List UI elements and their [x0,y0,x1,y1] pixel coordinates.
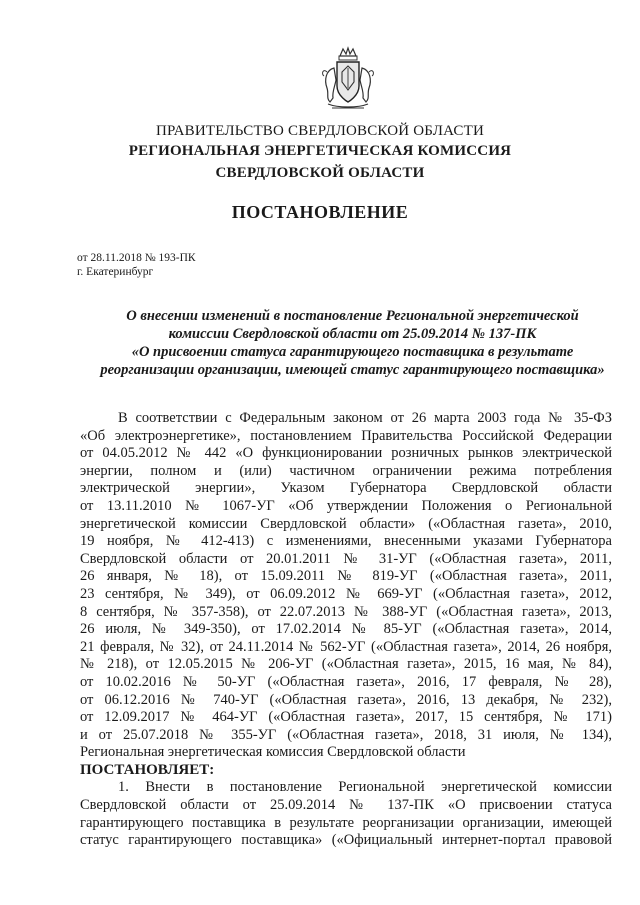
item-line: 1. Внести в постановление Региональной энергетической комиссии [118,779,612,796]
document-body [80,410,612,850]
body-line: Свердловской области от 20.01.2011 № 31-УГ («Областная газета», 2011, [80,550,612,567]
body-line: № 218), от 12.05.2015 № 206-УГ («Областная газета», 2015, 16 мая, № 84), [80,656,612,673]
body-line: от 12.09.2017 № 464-УГ («Областная газета», 2017, 15 сентября, № 171) [80,709,612,726]
document-type-title: ПОСТАНОВЛЕНИЕ [231,202,409,222]
body-line: 21 февраля, № 32), от 24.11.2014 № 562-УГ («Областная газета», 2014, 26 ноября, [80,638,612,655]
body-line: «Об электроэнергетике», постановлением Правительства Российской Федерации [80,427,612,444]
body-line: 23 сентября, № 349), от 06.09.2012 № 669-УГ («Областная газета», 2012, [80,585,612,602]
body-line: В соответствии с Федеральным законом от 26 марта 2003 года № 35-ФЗ [118,410,612,426]
item-line: Свердловской области от 25.09.2014 № 137-ПК «О присвоении статуса [80,797,612,814]
body-line: от 10.02.2016 № 50-УГ («Областная газета», 2016, 17 февраля, № 28), [80,673,612,690]
subject-line: реорганизации организации, имеющей статус гарантирующего поставщика» [100,362,605,378]
body-line: от 13.11.2010 № 1067-УГ «Об утверждении Положения о Региональной [80,497,612,514]
subject-line: «О присвоении статуса гарантирующего поставщика в результате [131,344,574,360]
body-line: 8 сентября, № 357-358), от 22.07.2013 № 388-УГ («Областная газета», 2013, [80,603,612,620]
body-line: от 04.05.2012 № 442 «О функционировании розничных рынков электрической [80,445,612,462]
commission-name-line1: РЕГИОНАЛЬНАЯ ЭНЕРГЕТИЧЕСКАЯ КОМИССИЯ [128,143,512,159]
subject-line: комиссии Свердловской области от 25.09.2014 № 137-ПК [168,326,537,342]
document-city: г. Екатеринбург [77,266,154,278]
body-line: 26 января, № 18), от 15.09.2011 № 819-УГ («Областная газета», 2011, [80,568,612,585]
document-subject [90,307,615,379]
body-line: энергетической комиссии Свердловской области» («Областная газета», 2010, [80,515,612,532]
coat-of-arms-icon [318,46,378,112]
body-line: 26 июля, № 349-350), от 17.02.2014 № 85-УГ («Областная газета», 2014, [80,621,612,638]
government-name: ПРАВИТЕЛЬСТВО СВЕРДЛОВСКОЙ ОБЛАСТИ [155,123,485,139]
body-line: Региональная энергетическая комиссия Свердловской области [80,744,466,761]
decree-heading: ПОСТАНОВЛЯЕТ: [80,761,215,778]
body-line: и от 25.07.2018 № 355-УГ («Областная газета», 2018, 31 июля, № 134), [80,726,612,743]
commission-name-line2: СВЕРДЛОВСКОЙ ОБЛАСТИ [215,165,425,181]
body-line: от 06.12.2016 № 740-УГ («Областная газета», 2016, 13 декабря, № 232), [80,691,612,708]
subject-line: О внесении изменений в постановление Региональной энергетической [126,308,579,324]
document-date-number: от 28.11.2018 № 193-ПК [77,252,196,264]
body-line: электрической энергии», Указом Губернатора Свердловской области [80,480,612,497]
item-line: статус гарантирующего поставщика» («Официальный интернет-портал правовой [80,832,612,849]
body-line: 19 ноября, № 412-413) с изменениями, внесенными указами Губернатора [80,533,612,550]
item-line: гарантирующего поставщика в результате реорганизации организации, имеющей [80,814,612,831]
body-line: энергии, полном и (или) частичном ограничении режима потребления [80,462,612,479]
